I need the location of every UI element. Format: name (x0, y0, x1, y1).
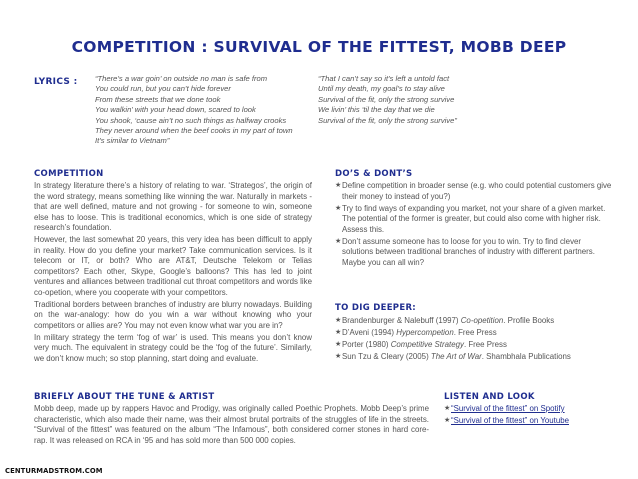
star-bullet-icon: ★ (444, 417, 451, 425)
list-item: ★ Porter (1980) Competitive Strategy. Free Press (335, 340, 507, 350)
star-bullet-icon: ★ (335, 329, 342, 337)
competition-body (34, 181, 312, 366)
about-heading: BRIEFLY ABOUT THE TUNE & ARTIST (34, 392, 215, 402)
lyrics-line: You could run, but you can’t hide forever (95, 84, 231, 94)
dos-heading: DO’S & DONT’S (335, 169, 413, 179)
star-bullet-icon: ★ (335, 182, 342, 189)
dos-list (335, 181, 613, 270)
lyrics-line: We livin’ this ‘til the day that we die (318, 105, 435, 115)
list-item: ★ Brandenburger & Nalebuff (1997) Co-opetition. Profile Books (335, 316, 555, 325)
competition-paragraph: In strategy literature there’s a history of relating to war. ‘Strategos’, the origin of the word strategy, means something like winning the war. Naturally in markets - that are well defined, mature and not growing - for someone to win, someone else has to loose. This is traditional economics, which is one side of strategy research’s foundation. (34, 181, 312, 232)
list-item: ★ D’Aveni (1994) Hypercompetion. Free Press (335, 328, 497, 338)
lyrics-line: Survival of the fit, only the strong survive (318, 94, 455, 104)
spotify-link[interactable]: “Survival of the fittest” on Spotify (451, 404, 565, 413)
lyrics-line: You shook, ‘cause ain’t no such things as halfway crooks (95, 115, 287, 125)
star-bullet-icon: ★ (444, 405, 451, 412)
lyrics-line: Survival of the fit, only the strong survive” (318, 115, 457, 125)
lyrics-line: It’s similar to Vietnam” (95, 136, 170, 146)
competition-paragraph: Traditional borders between branches of industry are blurry nowadays. Building on the war-analogy: how do you win a war without knowing who your competitors or allies are? You may not even know what war you are in? (34, 299, 312, 330)
about-body: Mobb deep, made up by rappers Havoc and Prodigy, was originally called Poethic Prophets. Mobb Deep’s prime characteristic, which also made their name, was their almost brutal portraits of the struggles of life in the streets. “Survival of the fittest” was featured on the album “The Infamous”, both considered corner stones in hard core-rap. It was released on RCA in ‘95 and has sold more than 500 000 copies. (34, 404, 429, 445)
list-item: ★ Sun Tzu & Cleary (2005) The Art of War. Shambhala Publications (335, 352, 571, 362)
lyrics-line: “There’s a war goin’ on outside no man is safe from (95, 74, 268, 83)
list-item: ★ Define competition in broader sense (e.g. who could potential customers give their money to instead of you?) (335, 181, 612, 201)
star-bullet-icon: ★ (335, 237, 342, 245)
competition-paragraph: However, the last somewhat 20 years, this very idea has been difficult to apply in reality. How do you define your market? Take communication services. Is it telecom or IT, or both? Who are AT&T, Deutsche Telekom or Telias competitors? Each other, Skype, Google’s balloons? This has led to joint ventures and alliances between traditional cut throat competitors and words like co-opetion, where you cooperate with your competitors. (34, 235, 312, 297)
lyrics-line: “That I can’t say so it’s left a untold fact (318, 74, 450, 83)
list-item (444, 404, 624, 415)
lyrics-line: Until my death, my goal’s to stay alive (318, 84, 445, 94)
star-bullet-icon: ★ (335, 341, 342, 349)
list-item: ★ Don’t assume someone has to loose for you to win. Try to find clever solutions between traditional branches of industry with different partners. Maybe you can all win? (335, 236, 595, 267)
lyrics-line: From these streets that we done took (95, 94, 221, 104)
competition-heading: COMPETITION (34, 169, 104, 179)
list-item: ★ Try to find ways of expanding you market, not your share of a given market. The potential of the former is greater, but could also come with higher risk. Assess this. (335, 203, 606, 234)
listen-heading: LISTEN AND LOOK (444, 392, 535, 402)
listen-list (444, 404, 624, 428)
deeper-list (335, 316, 613, 364)
star-bullet-icon: ★ (335, 317, 342, 324)
lyrics-left-block (95, 74, 315, 147)
star-bullet-icon: ★ (335, 353, 342, 361)
competition-paragraph: In military strategy the term ‘fog of war’ is used. This means you don’t know very much. The equivalent in strategy could be the ‘fog of the future’. Similarly, we don’t know much; so stop planning, start doing and evaluate. (34, 332, 312, 363)
lyrics-line: They never around when the beef cooks in my part of town (95, 126, 293, 136)
lyrics-right-block (318, 74, 518, 126)
lyrics-heading: LYRICS : (34, 77, 78, 87)
deeper-heading: TO DIG DEEPER: (335, 303, 416, 313)
lyrics-line: You walkin’ with your head down, scared to look (95, 105, 256, 115)
list-item (444, 416, 624, 427)
site-footer: CENTURMADSTROM.COM (5, 467, 103, 475)
youtube-link[interactable]: “Survival of the fittest” on Youtube (451, 416, 569, 426)
star-bullet-icon: ★ (335, 204, 342, 212)
page-title: COMPETITION : SURVIVAL OF THE FITTEST, MOBB DEEP (71, 38, 567, 56)
